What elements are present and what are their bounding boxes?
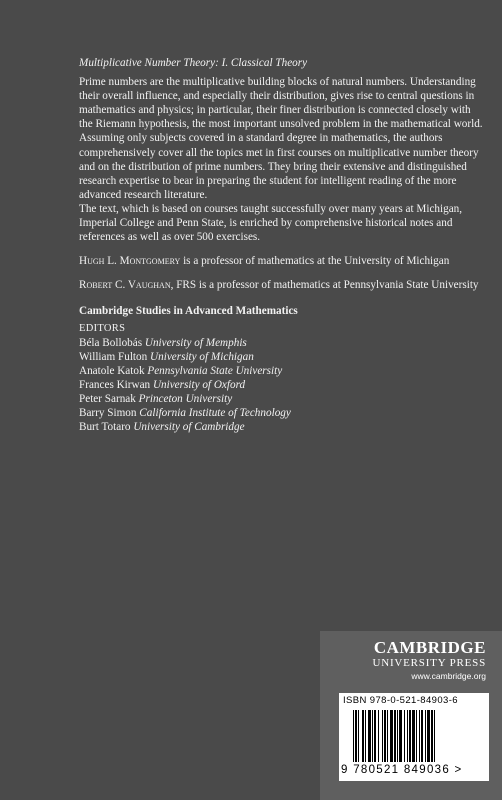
editor-affiliation: Pennsylvania State University	[147, 364, 283, 377]
series-title: Cambridge Studies in Advanced Mathematics	[79, 305, 298, 318]
editor-entry	[79, 378, 484, 392]
blurb-paragraph: Prime numbers are the multiplicative building blocks of natural numbers. Understanding their overall influence, and especially their distribution, gives rise to central questions in mathematics and physics; in particular, their finer distribution is connected closely with the Riemann hypothesis, the most important unsolved problem in the mathematical world.	[79, 76, 483, 131]
barcode-digits: 9 780521 849036 >	[341, 764, 463, 776]
editor-entry	[79, 406, 484, 420]
publisher-logo	[372, 639, 486, 682]
barcode-icon	[353, 710, 481, 762]
editor-affiliation: California Institute of Technology	[139, 407, 291, 420]
back-cover-text	[79, 56, 484, 434]
editor-affiliation: University of Michigan	[150, 350, 254, 363]
author-description: , FRS is a professor of mathematics at Pennsylvania State University	[170, 279, 479, 292]
editor-affiliation: University of Oxford	[152, 378, 246, 391]
editor-name: William Fulton	[79, 350, 151, 363]
author-description: is a professor of mathematics at the University of Michigan	[180, 255, 450, 268]
editor-affiliation: University of Memphis	[144, 336, 247, 349]
book-title: Multiplicative Number Theory: I. Classical Theory	[79, 57, 308, 69]
editor-name: Barry Simon	[79, 407, 140, 420]
editor-name: Béla Bollobás	[79, 336, 145, 349]
editor-name: Anatole Katok	[79, 364, 148, 377]
author-name: Hugh L. Montgomery	[79, 255, 181, 268]
publisher-url: www.cambridge.org	[411, 671, 486, 681]
publisher-name-line1: CAMBRIDGE	[373, 638, 486, 657]
editor-name: Peter Sarnak	[79, 392, 139, 405]
author-bio	[79, 254, 484, 268]
editor-entry	[79, 336, 484, 350]
isbn-label: ISBN 978-0-521-84903-6	[343, 695, 458, 706]
editor-name: Burt Totaro	[79, 421, 134, 434]
editor-name: Frances Kirwan	[79, 378, 153, 391]
editor-affiliation: University of Cambridge	[133, 421, 245, 434]
author-bio	[79, 278, 484, 292]
author-name: Robert C. Vaughan	[79, 279, 171, 292]
editor-affiliation: Princeton University	[138, 392, 233, 405]
editor-entry	[79, 420, 484, 434]
publisher-name-line2: UNIVERSITY PRESS	[372, 657, 486, 669]
editor-list	[79, 336, 484, 435]
editor-entry	[79, 364, 484, 378]
editor-entry	[79, 392, 484, 406]
editors-label: EDITORS	[79, 322, 126, 334]
blurb-paragraph: Assuming only subjects covered in a standard degree in mathematics, the authors comprehensively cover all the topics met in first courses on multiplicative number theory and on the distribution of prime numbers. They bring their extensive and distinguished research expertise to bear in preparing the student for intelligent reading of the more advanced research literature.	[79, 132, 479, 201]
barcode-box	[339, 693, 489, 781]
blurb	[79, 75, 484, 244]
blurb-paragraph: The text, which is based on courses taught successfully over many years at Michigan, Imperial College and Penn State, is enriched by comprehensive historical notes and references as well as over 500 exercises.	[79, 202, 463, 244]
editor-entry	[79, 350, 484, 364]
